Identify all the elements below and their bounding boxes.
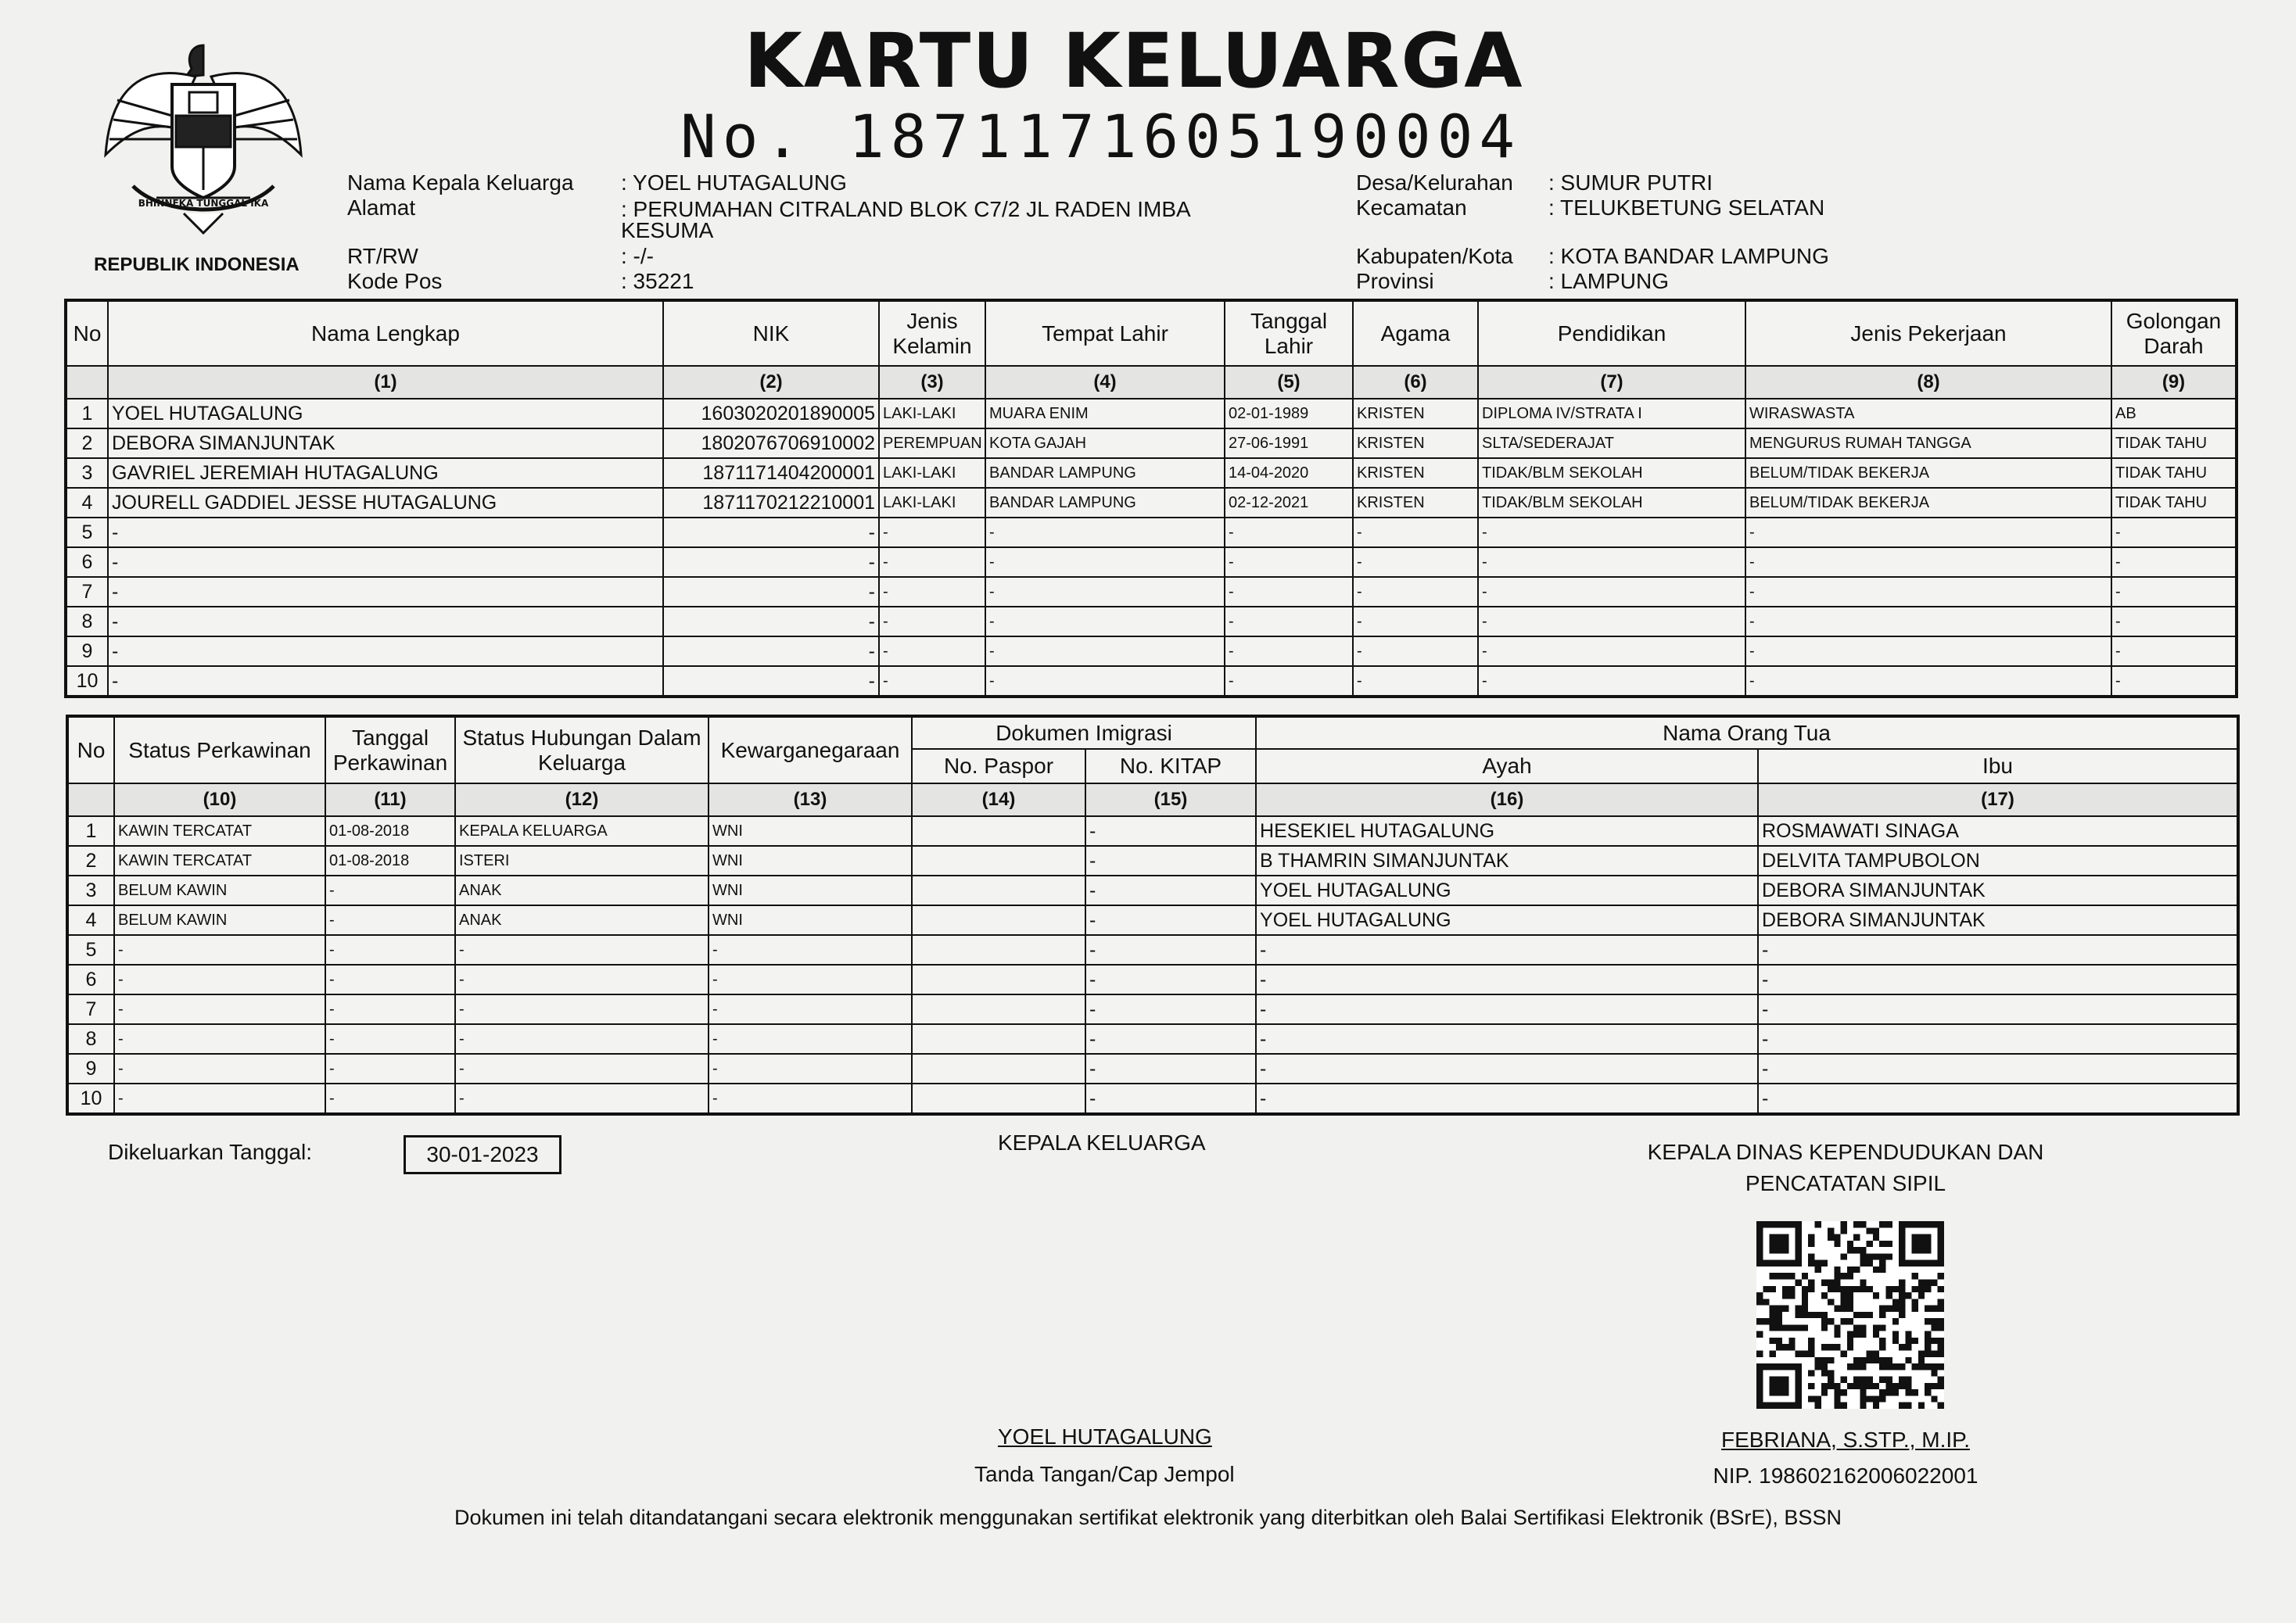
col-header: Status Perkawinan — [114, 716, 325, 783]
col-header: Jenis Kelamin — [879, 300, 985, 366]
dinas-title-line2: PENCATATAN SIPIL — [1745, 1171, 1946, 1195]
table-cell: HESEKIEL HUTAGALUNG — [1256, 816, 1758, 846]
table-cell: KRISTEN — [1353, 458, 1478, 488]
kepala-keluarga-label: KEPALA KELUARGA — [998, 1130, 1206, 1155]
col-number: (15) — [1085, 783, 1256, 816]
qr-code-icon — [1756, 1221, 1944, 1409]
table-cell: WNI — [709, 876, 912, 905]
table-cell: 27-06-1991 — [1225, 428, 1353, 458]
table-cell: - — [1478, 547, 1745, 577]
col-header: No. Paspor — [912, 749, 1085, 783]
info-row — [1356, 269, 1903, 294]
table-cell: ISTERI — [455, 846, 709, 876]
table-cell: - — [879, 607, 985, 636]
table-cell — [912, 1084, 1085, 1114]
table-cell: - — [1758, 1024, 2238, 1054]
table-cell: - — [1478, 607, 1745, 636]
table-cell: - — [1478, 577, 1745, 607]
row-number: 7 — [66, 577, 108, 607]
garuda-emblem-icon — [86, 30, 321, 249]
col-number: (9) — [2111, 366, 2237, 399]
col-number: (2) — [663, 366, 879, 399]
table-row — [67, 1024, 2238, 1054]
table-cell: - — [325, 994, 455, 1024]
table-cell: - — [455, 1084, 709, 1114]
table-cell: TIDAK TAHU — [2111, 488, 2237, 518]
row-number: 10 — [66, 666, 108, 697]
table-cell: - — [108, 518, 663, 547]
table-cell: LAKI-LAKI — [879, 399, 985, 428]
table-cell: BELUM/TIDAK BEKERJA — [1745, 488, 2111, 518]
table-cell: - — [879, 666, 985, 697]
page-title: KARTU KELUARGA — [744, 17, 1524, 105]
card-number — [680, 102, 1697, 171]
table-cell: - — [663, 666, 879, 697]
table-cell: - — [663, 607, 879, 636]
info-value: : SUMUR PUTRI — [1548, 170, 1713, 195]
table-cell: - — [2111, 636, 2237, 666]
row-number: 6 — [66, 547, 108, 577]
table-cell: DEBORA SIMANJUNTAK — [108, 428, 663, 458]
table-cell: - — [1256, 1084, 1758, 1114]
table-cell: - — [325, 905, 455, 935]
col-number: (3) — [879, 366, 985, 399]
table-cell: KRISTEN — [1353, 488, 1478, 518]
col-number: (17) — [1758, 783, 2238, 816]
table-cell: 01-08-2018 — [325, 846, 455, 876]
table-cell: JOURELL GADDIEL JESSE HUTAGALUNG — [108, 488, 663, 518]
col-header: No — [67, 716, 114, 783]
col-header: No. KITAP — [1085, 749, 1256, 783]
dinas-title-line1: KEPALA DINAS KEPENDUDUKAN DAN — [1647, 1140, 2044, 1164]
row-number: 4 — [67, 905, 114, 935]
table-row — [66, 518, 2237, 547]
table-cell: - — [1085, 905, 1256, 935]
col-header: Kewarganegaraan — [709, 716, 912, 783]
table-cell: - — [663, 577, 879, 607]
table-cell: 1871171404200001 — [663, 458, 879, 488]
table-cell: - — [108, 607, 663, 636]
country-label: REPUBLIK INDONESIA — [94, 254, 300, 275]
household-info-left — [347, 170, 1286, 294]
table-cell: - — [1745, 636, 2111, 666]
info-row — [1356, 244, 1903, 269]
table-cell: - — [325, 965, 455, 994]
table-cell: - — [709, 1054, 912, 1084]
table-cell: KEPALA KELUARGA — [455, 816, 709, 846]
table-cell: - — [1758, 935, 2238, 965]
table-cell: KRISTEN — [1353, 399, 1478, 428]
table-cell: DIPLOMA IV/STRATA I — [1478, 399, 1745, 428]
table-cell: - — [455, 1054, 709, 1084]
table-cell: LAKI-LAKI — [879, 488, 985, 518]
col-number: (16) — [1256, 783, 1758, 816]
info-row — [347, 244, 1286, 269]
table-row — [67, 1084, 2238, 1114]
table-cell: - — [985, 518, 1225, 547]
col-header: Status Hubungan Dalam Keluarga — [455, 716, 709, 783]
table-row — [67, 816, 2238, 846]
table-cell: - — [325, 1054, 455, 1084]
table-cell: - — [1256, 965, 1758, 994]
col-number: (13) — [709, 783, 912, 816]
table-cell: TIDAK/BLM SEKOLAH — [1478, 488, 1745, 518]
info-value: : 35221 — [621, 269, 694, 293]
table-cell: - — [1353, 636, 1478, 666]
table-cell: ANAK — [455, 905, 709, 935]
table-cell: - — [2111, 518, 2237, 547]
table-cell: YOEL HUTAGALUNG — [1256, 876, 1758, 905]
table-cell: 1802076706910002 — [663, 428, 879, 458]
info-row — [1356, 195, 1903, 244]
table-cell: - — [985, 607, 1225, 636]
table-cell: - — [1085, 935, 1256, 965]
table-cell: BELUM/TIDAK BEKERJA — [1745, 458, 2111, 488]
table-cell: 1603020201890005 — [663, 399, 879, 428]
info-value: : YOEL HUTAGALUNG — [621, 170, 847, 195]
info-row — [347, 195, 1286, 244]
table-cell: YOEL HUTAGALUNG — [108, 399, 663, 428]
table-cell: - — [1225, 636, 1353, 666]
col-header: Agama — [1353, 300, 1478, 366]
table-cell: KAWIN TERCATAT — [114, 816, 325, 846]
kepala-keluarga-name: YOEL HUTAGALUNG — [998, 1424, 1212, 1449]
table-cell: - — [1085, 1054, 1256, 1084]
col-number: (11) — [325, 783, 455, 816]
table-cell: - — [1085, 816, 1256, 846]
col-number: (7) — [1478, 366, 1745, 399]
table-cell: - — [1745, 666, 2111, 697]
table-row — [66, 428, 2237, 458]
table-cell: DELVITA TAMPUBOLON — [1758, 846, 2238, 876]
table-cell: - — [114, 935, 325, 965]
table-cell: WNI — [709, 846, 912, 876]
row-number: 5 — [67, 935, 114, 965]
table-cell — [912, 816, 1085, 846]
table-cell: - — [325, 1084, 455, 1114]
table-cell: - — [1256, 1054, 1758, 1084]
info-value: : LAMPUNG — [1548, 269, 1670, 293]
info-row — [347, 269, 1286, 294]
table-row — [67, 994, 2238, 1024]
row-number: 9 — [67, 1054, 114, 1084]
table-cell: - — [709, 965, 912, 994]
table-cell: - — [455, 994, 709, 1024]
table-cell: TIDAK/BLM SEKOLAH — [1478, 458, 1745, 488]
official-name: FEBRIANA, S.STP., M.IP. — [1721, 1428, 1970, 1452]
row-number: 3 — [66, 458, 108, 488]
col-number: (14) — [912, 783, 1085, 816]
table-cell: WNI — [709, 816, 912, 846]
info-value: : TELUKBETUNG SELATAN — [1548, 195, 1825, 220]
card-number-value: 1871171605190004 — [848, 102, 1522, 171]
info-label: Kecamatan — [1356, 195, 1467, 220]
col-number: (8) — [1745, 366, 2111, 399]
table-cell: - — [663, 636, 879, 666]
col-header: Tanggal Lahir — [1225, 300, 1353, 366]
row-number: 1 — [66, 399, 108, 428]
col-header: Tanggal Perkawinan — [325, 716, 455, 783]
table-row — [66, 607, 2237, 636]
table-cell: - — [709, 935, 912, 965]
row-number: 6 — [67, 965, 114, 994]
table-cell: - — [663, 547, 879, 577]
table-cell: - — [114, 1084, 325, 1114]
table-cell — [912, 876, 1085, 905]
table-cell: - — [879, 547, 985, 577]
table-cell: - — [108, 577, 663, 607]
table-row — [67, 935, 2238, 965]
official-nip: NIP. 198602162006022001 — [1713, 1464, 1979, 1488]
table-cell: - — [108, 636, 663, 666]
table-row — [66, 399, 2237, 428]
table-cell: - — [1225, 666, 1353, 697]
col-header: Golongan Darah — [2111, 300, 2237, 366]
table-cell — [912, 965, 1085, 994]
column-number-row — [66, 366, 2237, 399]
table-cell: - — [1225, 577, 1353, 607]
table-cell: B THAMRIN SIMANJUNTAK — [1256, 846, 1758, 876]
table-cell: - — [1745, 577, 2111, 607]
table-cell: - — [1745, 547, 2111, 577]
info-label: RT/RW — [347, 244, 418, 268]
info-label: Kode Pos — [347, 269, 443, 293]
table-cell: 14-04-2020 — [1225, 458, 1353, 488]
members-table — [64, 299, 2238, 698]
table-row — [66, 666, 2237, 697]
table-cell: - — [114, 1054, 325, 1084]
table-cell: BELUM KAWIN — [114, 905, 325, 935]
table-cell: KOTA GAJAH — [985, 428, 1225, 458]
table-cell: BELUM KAWIN — [114, 876, 325, 905]
table-row — [66, 547, 2237, 577]
info-row — [1356, 170, 1903, 195]
col-header: Jenis Pekerjaan — [1745, 300, 2111, 366]
table-cell: MENGURUS RUMAH TANGGA — [1745, 428, 2111, 458]
table-cell: KRISTEN — [1353, 428, 1478, 458]
col-header: No — [66, 300, 108, 366]
table-cell: - — [709, 994, 912, 1024]
col-number: (12) — [455, 783, 709, 816]
row-number: 1 — [67, 816, 114, 846]
table-cell: - — [1478, 518, 1745, 547]
info-label: Provinsi — [1356, 269, 1434, 293]
table-cell: WIRASWASTA — [1745, 399, 2111, 428]
table-cell: - — [325, 935, 455, 965]
table-cell: - — [455, 935, 709, 965]
info-label: Alamat — [347, 195, 416, 220]
table-row — [67, 965, 2238, 994]
col-header: Dokumen Imigrasi — [912, 716, 1256, 749]
table-cell: - — [2111, 666, 2237, 697]
table-cell: - — [1758, 965, 2238, 994]
col-header: Tempat Lahir — [985, 300, 1225, 366]
table-cell: 01-08-2018 — [325, 816, 455, 846]
table-cell — [912, 1024, 1085, 1054]
table-cell: KAWIN TERCATAT — [114, 846, 325, 876]
table-cell: SLTA/SEDERAJAT — [1478, 428, 1745, 458]
table-cell: - — [1758, 994, 2238, 1024]
table-cell: - — [108, 547, 663, 577]
table-cell: - — [2111, 577, 2237, 607]
table-cell: - — [1353, 607, 1478, 636]
table-cell: AB — [2111, 399, 2237, 428]
col-header: Ibu — [1758, 749, 2238, 783]
table-cell: - — [985, 666, 1225, 697]
signature-caption: Tanda Tangan/Cap Jempol — [974, 1462, 1235, 1486]
issued-label: Dikeluarkan Tanggal: — [108, 1140, 312, 1164]
table-cell: - — [2111, 607, 2237, 636]
table-cell: ROSMAWATI SINAGA — [1758, 816, 2238, 846]
table-cell: GAVRIEL JEREMIAH HUTAGALUNG — [108, 458, 663, 488]
table-cell: - — [455, 1024, 709, 1054]
col-header: Nama Orang Tua — [1256, 716, 2238, 749]
table-cell: PEREMPUAN — [879, 428, 985, 458]
table-cell: - — [1225, 607, 1353, 636]
table-cell: - — [1758, 1084, 2238, 1114]
row-number: 10 — [67, 1084, 114, 1114]
row-number: 2 — [67, 846, 114, 876]
table-cell: ANAK — [455, 876, 709, 905]
table-cell: - — [325, 1024, 455, 1054]
table-cell: TIDAK TAHU — [2111, 458, 2237, 488]
table-cell — [912, 1054, 1085, 1084]
col-number: (6) — [1353, 366, 1478, 399]
info-label: Nama Kepala Keluarga — [347, 170, 574, 195]
table-cell — [912, 935, 1085, 965]
table-cell: - — [108, 666, 663, 697]
row-number: 7 — [67, 994, 114, 1024]
table-cell — [912, 846, 1085, 876]
table-cell: - — [1353, 547, 1478, 577]
info-value: : KOTA BANDAR LAMPUNG — [1548, 244, 1829, 268]
table-cell: 02-01-1989 — [1225, 399, 1353, 428]
table-row — [67, 1054, 2238, 1084]
table-cell: - — [663, 518, 879, 547]
info-value: : PERUMAHAN CITRALAND BLOK C7/2 JL RADEN IMBA KESUMA — [621, 197, 1190, 242]
table-cell: - — [325, 876, 455, 905]
table-cell: - — [709, 1024, 912, 1054]
col-number: (5) — [1225, 366, 1353, 399]
col-header: Ayah — [1256, 749, 1758, 783]
table-header-row — [66, 300, 2237, 366]
row-number: 8 — [66, 607, 108, 636]
col-header: NIK — [663, 300, 879, 366]
household-info-right — [1356, 170, 1903, 294]
col-number: (4) — [985, 366, 1225, 399]
table-cell: - — [1353, 577, 1478, 607]
table-cell: - — [985, 636, 1225, 666]
disclaimer: Dokumen ini telah ditandatangani secara elektronik menggunakan sertifikat elektronik yang diterbitkan oleh Balai Sertifikasi Elektronik (BSrE), BSSN — [454, 1506, 1842, 1529]
row-number: 8 — [67, 1024, 114, 1054]
table-cell: 02-12-2021 — [1225, 488, 1353, 518]
table-cell — [912, 994, 1085, 1024]
table-cell: - — [1758, 1054, 2238, 1084]
emblem-motto: BHINNEKA TUNGGAL IKA — [138, 198, 269, 209]
table-cell: - — [1745, 518, 2111, 547]
row-number: 9 — [66, 636, 108, 666]
issued-date: 30-01-2023 — [404, 1135, 561, 1174]
table-cell: - — [1353, 666, 1478, 697]
info-label: Kabupaten/Kota — [1356, 244, 1513, 268]
row-number: 3 — [67, 876, 114, 905]
table-cell: - — [1225, 518, 1353, 547]
table-cell: - — [985, 547, 1225, 577]
table-cell: - — [1085, 994, 1256, 1024]
info-row — [347, 170, 1286, 195]
table-cell: - — [1085, 965, 1256, 994]
table-row — [66, 636, 2237, 666]
card-number-label: No. — [680, 102, 807, 171]
table-header-row — [67, 716, 2238, 749]
table-cell: - — [1256, 994, 1758, 1024]
table-row — [67, 846, 2238, 876]
table-cell: - — [1225, 547, 1353, 577]
col-header: Nama Lengkap — [108, 300, 663, 366]
table-cell: - — [879, 577, 985, 607]
table-cell: YOEL HUTAGALUNG — [1256, 905, 1758, 935]
table-cell: BANDAR LAMPUNG — [985, 488, 1225, 518]
table-cell: - — [1256, 1024, 1758, 1054]
table-cell: - — [879, 518, 985, 547]
table-cell: - — [2111, 547, 2237, 577]
info-label: Desa/Kelurahan — [1356, 170, 1513, 195]
table-cell: - — [1478, 636, 1745, 666]
table-row — [67, 876, 2238, 905]
table-cell: DEBORA SIMANJUNTAK — [1758, 876, 2238, 905]
col-number: (10) — [114, 783, 325, 816]
table-cell: 1871170212210001 — [663, 488, 879, 518]
table-cell: - — [1478, 666, 1745, 697]
table-cell: - — [1256, 935, 1758, 965]
table-cell: - — [1085, 1024, 1256, 1054]
table-row — [67, 905, 2238, 935]
table-cell: - — [114, 994, 325, 1024]
table-cell: - — [879, 636, 985, 666]
status-table — [66, 715, 2240, 1116]
table-cell: - — [1353, 518, 1478, 547]
table-cell: - — [455, 965, 709, 994]
table-cell: WNI — [709, 905, 912, 935]
table-cell: - — [1085, 846, 1256, 876]
table-cell: TIDAK TAHU — [2111, 428, 2237, 458]
table-cell: - — [1085, 1084, 1256, 1114]
table-cell: BANDAR LAMPUNG — [985, 458, 1225, 488]
table-row — [66, 458, 2237, 488]
row-number: 4 — [66, 488, 108, 518]
table-cell: - — [114, 1024, 325, 1054]
table-cell — [912, 905, 1085, 935]
column-number-row — [67, 783, 2238, 816]
table-cell: - — [1745, 607, 2111, 636]
table-row — [66, 488, 2237, 518]
col-number: (1) — [108, 366, 663, 399]
table-cell: - — [985, 577, 1225, 607]
row-number: 5 — [66, 518, 108, 547]
row-number: 2 — [66, 428, 108, 458]
table-cell: - — [709, 1084, 912, 1114]
col-header: Pendidikan — [1478, 300, 1745, 366]
table-cell: - — [114, 965, 325, 994]
info-value: : -/- — [621, 244, 654, 268]
table-cell: MUARA ENIM — [985, 399, 1225, 428]
table-row — [66, 577, 2237, 607]
table-cell: - — [1085, 876, 1256, 905]
table-cell: DEBORA SIMANJUNTAK — [1758, 905, 2238, 935]
table-cell: LAKI-LAKI — [879, 458, 985, 488]
